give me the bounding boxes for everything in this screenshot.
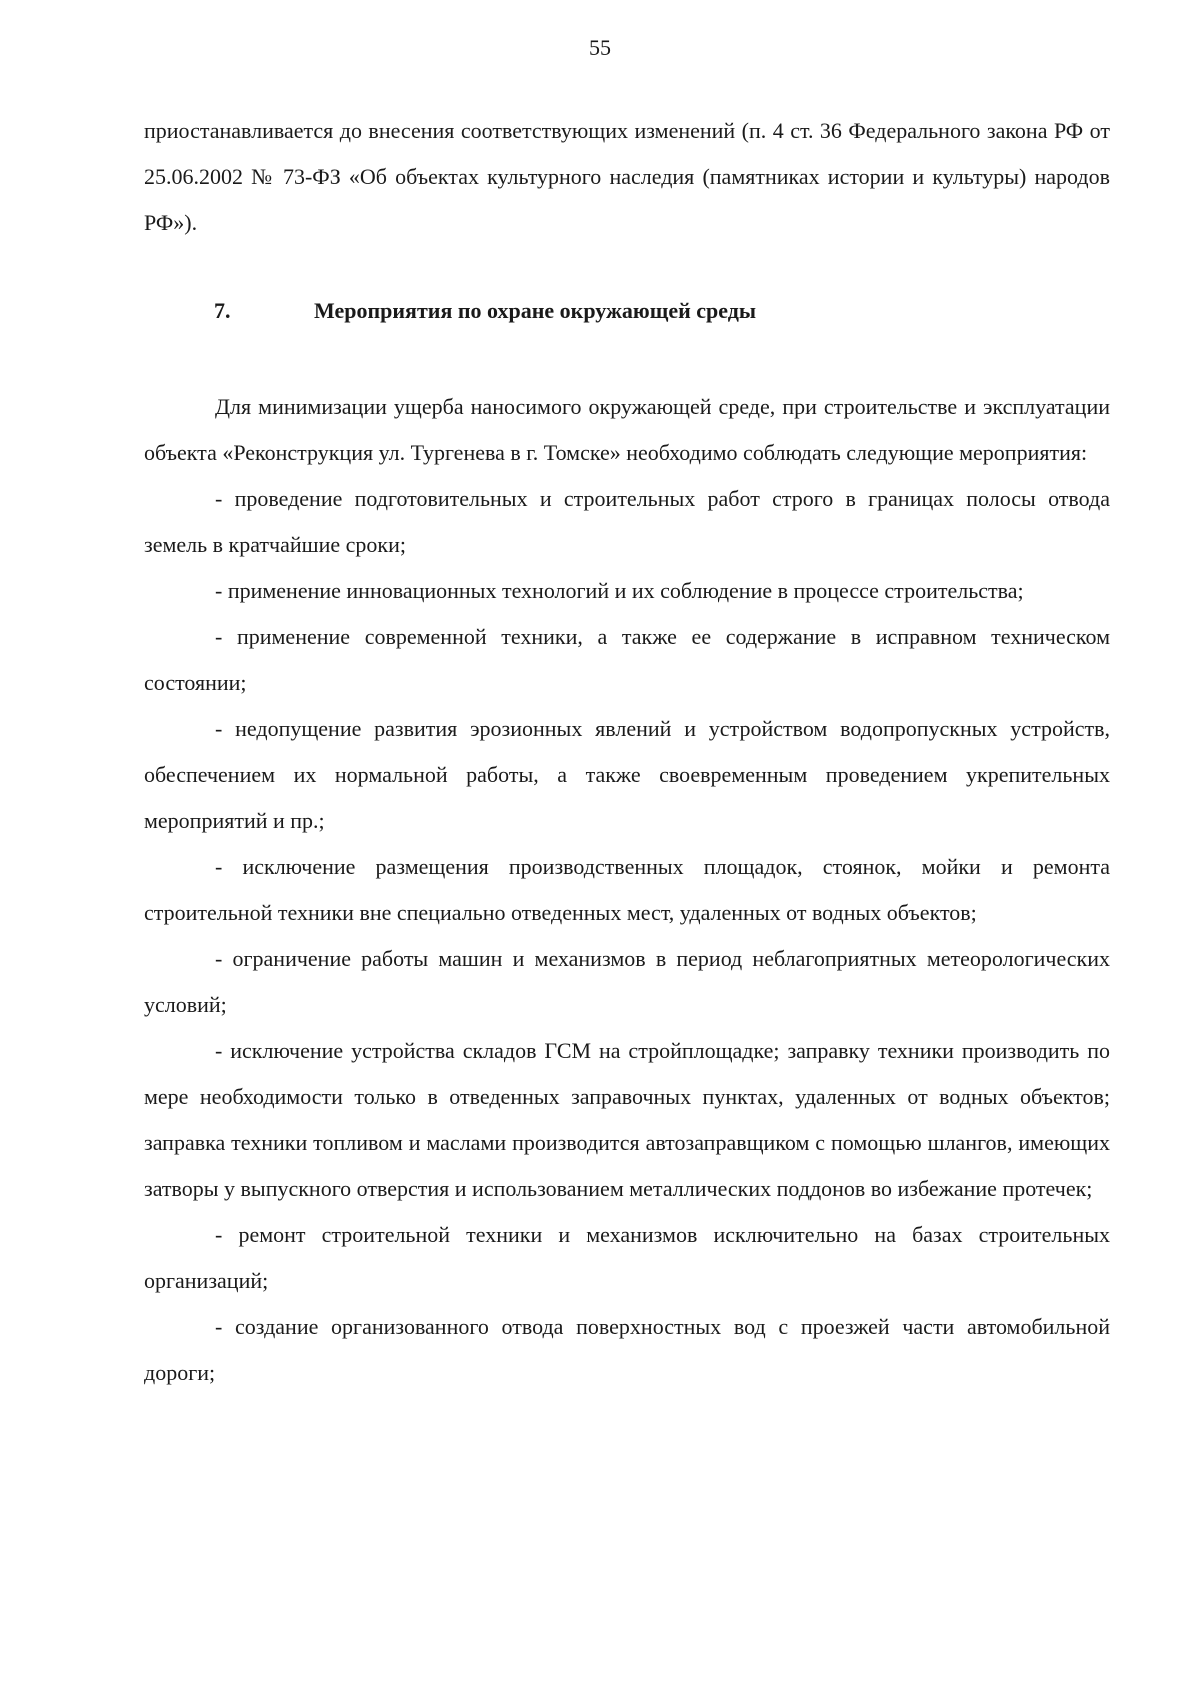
paragraph-intro: Для минимизации ущерба наносимого окружающей среде, при строительстве и эксплуатации объекта «Реконструкция ул. Тургенева в г. Томске» необходимо соблюдать следующие мероприятия: xyxy=(144,394,1110,465)
section-title: Мероприятия по охране окружающей среды xyxy=(314,298,757,323)
list-item: - применение инновационных технологий и их соблюдение в процессе строительства; xyxy=(215,578,1024,603)
list-item: - применение современной техники, а также ее содержание в исправном техническом состоянии; xyxy=(144,624,1110,695)
list-item: - исключение устройства складов ГСМ на стройплощадке; заправку техники производить по мере необходимости только в отведенных заправочных пунктах, удаленных от водных объектов; заправка техники топливом и маслами производится автозаправщиком с помощью шлангов, имеющих затворы у выпускного отверстия и использованием металлических поддонов во избежание протечек; xyxy=(144,1038,1110,1201)
list-item: - недопущение развития эрозионных явлений и устройством водопропускных устройств, обеспечением их нормальной работы, а также своевременным проведением укрепительных мероприятий и пр.; xyxy=(144,716,1110,833)
list-item: - проведение подготовительных и строительных работ строго в границах полосы отвода земель в кратчайшие сроки; xyxy=(144,486,1110,557)
section-body xyxy=(144,384,1110,1396)
section-number: 7. xyxy=(214,298,231,323)
list-item: - исключение размещения производственных площадок, стоянок, мойки и ремонта строительной техники вне специально отведенных мест, удаленных от водных объектов; xyxy=(144,854,1110,925)
list-item: - ограничение работы машин и механизмов в период неблагоприятных метеорологических условий; xyxy=(144,946,1110,1017)
list-item: - ремонт строительной техники и механизмов исключительно на базах строительных организаций; xyxy=(144,1222,1110,1293)
intro-paragraph: приостанавливается до внесения соответствующих изменений (п. 4 ст. 36 Федерального закона РФ от 25.06.2002 № 73-ФЗ «Об объектах культурного наследия (памятниках истории и культуры) народов РФ»). xyxy=(144,118,1110,235)
page-number: 55 xyxy=(589,35,611,60)
list-item: - создание организованного отвода поверхностных вод с проезжей части автомобильной дороги; xyxy=(144,1314,1110,1385)
